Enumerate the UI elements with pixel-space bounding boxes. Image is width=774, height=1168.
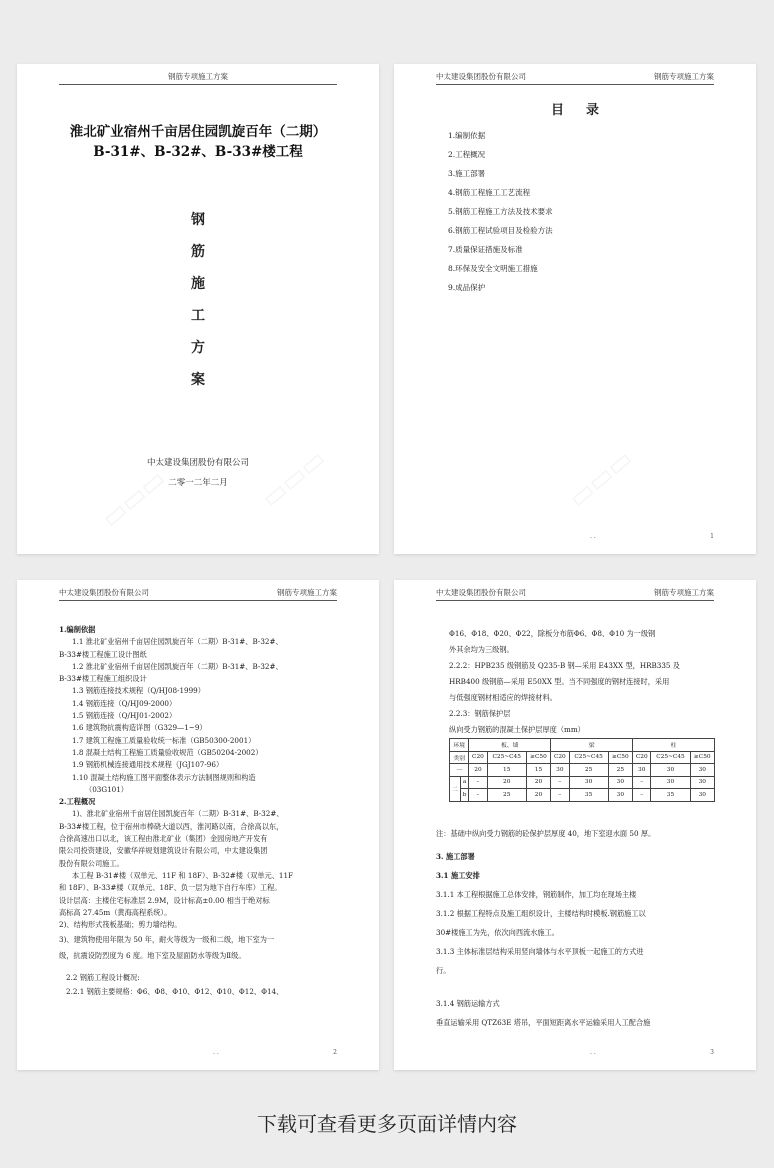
table-cell: – (469, 789, 487, 802)
text-line: B-33#楼工程施工设计图纸 (59, 649, 147, 659)
text-line: 和 18F）、B-33#楼（双单元、18F、负一层为地下自行车库）工程。 (59, 883, 282, 893)
header-company: 中太建设集团股份有限公司 (436, 588, 526, 597)
page-header (59, 584, 337, 601)
document-page-toc (394, 64, 756, 554)
table-cell: ≥C50 (526, 751, 550, 764)
cover-date: 二零一二年二月 (168, 478, 228, 488)
table-cell: 20 (526, 776, 550, 789)
subsection-heading: 3.1.4 钢筋运输方式 (436, 999, 500, 1008)
table-cell: 30 (651, 776, 690, 789)
table-cell: 35 (569, 789, 608, 802)
table-cell: – (551, 789, 569, 802)
table-row (450, 776, 715, 789)
body-text (59, 624, 337, 999)
text-line: 2.2.2：HPB235 级钢筋及 Q235-B 钢—采用 E43XX 型，HRB335 及 (449, 661, 680, 670)
table-row (450, 789, 715, 802)
table-cell: C25~C45 (569, 751, 608, 764)
toc-item: 6.钢筋工程试验项目及检验方法 (448, 226, 553, 235)
page-header (59, 68, 337, 85)
section-heading: 1.编制依据 (59, 625, 96, 634)
text-line: 3.1.2 根据工程特点及施工组织设计，主楼结构时模板.钢筋施工以 (436, 909, 646, 918)
vertical-char: 案 (191, 372, 205, 388)
text-line: 1.6 建筑物抗震构造详图（G329—1~9） (72, 723, 207, 733)
table-cell: 30 (608, 776, 632, 789)
table-cell: – (551, 776, 569, 789)
section-heading: 2.工程概况 (59, 797, 96, 807)
text-line: 1.3 钢筋连接技术规程（Q/HJ08-1999） (72, 686, 205, 696)
toc-item: 3.施工部署 (448, 169, 486, 178)
page-number: 3 (710, 1049, 714, 1056)
toc-title: 目录 (550, 103, 621, 118)
document-page-body-1 (17, 580, 379, 1070)
table-cell: 30 (690, 764, 714, 777)
table-cell: 柱 (633, 739, 715, 752)
toc-item: 7.质量保证措施及标准 (448, 245, 523, 254)
header-title: 钢筋专项施工方案 (277, 588, 337, 597)
table-cell: 20 (487, 776, 526, 789)
table-cell: – (633, 776, 651, 789)
table-cell: 30 (651, 764, 690, 777)
header-company: 中太建设集团股份有限公司 (436, 72, 526, 81)
text-line: 30#楼施工为先，依次向西流水施工。 (436, 928, 559, 937)
text-line: 股份有限公司施工。 (59, 858, 124, 868)
cover-company: 中太建设集团股份有限公司 (146, 458, 249, 468)
text-line: 级，抗震设防烈度为 6 度。地下室及屋面防水等级为Ⅱ级。 (59, 950, 246, 960)
table-row (450, 751, 715, 764)
document-page-cover (17, 64, 379, 554)
text-line: 1.1 淮北矿业宿州千亩居住园凯旋百年（二期）B-31#、B-32#、 (72, 637, 283, 647)
table-cell: – (469, 776, 487, 789)
table-cell: 梁 (551, 739, 633, 752)
table-cell: 30 (690, 776, 714, 789)
section-heading: 3. 施工部署 (436, 852, 475, 861)
text-line: B-33#楼工程施工组织设计 (59, 674, 147, 684)
page-header (436, 584, 714, 601)
text-line: 高标高 27.45m（黄海高程系统）。 (59, 907, 172, 917)
table-cell: C20 (551, 751, 569, 764)
header-title: 钢筋专项施工方案 (168, 72, 228, 81)
text-line: 本工程 B-31#楼（双单元、11F 和 18F）、B-32#楼（双单元、11F (72, 870, 294, 880)
text-line: 2.2.3：钢筋保护层 (449, 709, 511, 718)
text-line: 1.7 建筑工程施工质量验收统一标准（GB50300-2001） (72, 735, 256, 745)
text-line: 合徐高速出口以北，该工程由淮北矿业（集团）金园房地产开发有 (59, 834, 268, 844)
text-line: 1.5 钢筋连接（Q/HJ01-2002） (72, 711, 177, 721)
page-number: 1 (710, 533, 714, 540)
table-cell: 35 (651, 789, 690, 802)
cover-vertical-title (17, 204, 379, 396)
table-cell: 30 (551, 764, 569, 777)
text-line: Φ16、Φ18、Φ20、Φ22，除板分布筋Φ6、Φ8、Φ10 为一级钢 (449, 629, 656, 638)
toc-item: 2.工程概况 (448, 150, 486, 159)
table-cell: a (460, 776, 468, 789)
toc-item: 5.钢筋工程施工方法及技术要求 (448, 207, 553, 216)
table-row (450, 764, 715, 777)
table-cell: – (633, 789, 651, 802)
text-line: （03G101） (85, 784, 128, 794)
table-note: 注：基础中纵向受力钢筋的砼保护层厚度 40，地下室迎水面 50 厚。 (436, 829, 656, 838)
text-line: 垂直运输采用 QTZ63E 塔吊，平面短距离水平运输采用人工配合施 (436, 1018, 651, 1027)
text-line: 3.1.1 本工程根据施工总体安排，钢筋制作，加工均在现场主楼 (436, 890, 637, 899)
footer-dots: . . (213, 1049, 219, 1056)
text-line: 限公司投资建设，安徽华祥规划建筑设计有限公司，中太建设集团 (59, 846, 268, 856)
table-cell: 环境 (450, 739, 469, 752)
table-row (450, 739, 715, 752)
table-caption: 纵向受力钢筋的混凝土保护层厚度（mm） (449, 725, 585, 734)
table-cell: 25 (608, 764, 632, 777)
subsection-heading: 3.1 施工安排 (436, 871, 480, 880)
text-line: 行。 (436, 966, 451, 975)
table-cell: 25 (569, 764, 608, 777)
cover-title-line1: 淮北矿业宿州千亩居住园凯旋百年（二期） (69, 124, 327, 140)
vertical-char: 钢 (191, 212, 205, 228)
table-cell: 20 (526, 789, 550, 802)
table-cell: C20 (469, 751, 487, 764)
watermark-shape (563, 444, 639, 514)
table-cell: C25~C45 (651, 751, 690, 764)
text-line: HRB400 级钢筋—采用 E50XX 型。当不同强度的钢材连接时，采用 (449, 677, 670, 686)
watermark-shape (96, 464, 172, 534)
body-text-top (436, 626, 714, 738)
table-cell: ≥C50 (608, 751, 632, 764)
page-number: 2 (333, 1049, 337, 1056)
text-line: 与低强度钢材相适应的焊接材料。 (449, 693, 557, 702)
cover-title (17, 122, 379, 162)
text-line: 3)、建筑物使用年限为 50 年，耐火等级为一级和二级，地下室为一 (59, 935, 275, 945)
text-line: 1.4 钢筋连接（Q/HJ09-2000） (72, 698, 177, 708)
vertical-char: 施 (191, 276, 205, 292)
table-cell: 15 (526, 764, 550, 777)
toc-item: 4.钢筋工程施工工艺流程 (448, 188, 531, 197)
text-line: 设计层高：主楼住宅标准层 2.9M，设计标高±0.00 相当于绝对标 (59, 895, 270, 905)
vertical-char: 工 (191, 308, 205, 324)
header-company: 中太建设集团股份有限公司 (59, 588, 149, 597)
text-line: 1)、淮北矿业宿州千亩居住园凯旋百年（二期）B-31#、B-32#、 (72, 809, 284, 819)
table-cell: 30 (608, 789, 632, 802)
table-cell: 15 (487, 764, 526, 777)
text-line: 2.2.1 钢筋主要规格：Φ6、Φ8、Φ10、Φ12、Φ10、Φ12、Φ14、 (66, 987, 284, 997)
vertical-char: 方 (191, 340, 205, 356)
text-line: B-33#楼工程，位于宿州市棒硗大道以西，淮河路以南，合徐高以东， (59, 821, 284, 831)
table-cell: 二 (450, 776, 461, 801)
vertical-char: 筋 (191, 244, 205, 260)
table-cell: C25~C45 (487, 751, 526, 764)
text-line: 外其余均为三级钢。 (449, 645, 514, 654)
table-cell: 25 (487, 789, 526, 802)
toc-item: 9.成品保护 (448, 283, 486, 292)
table-cell: 30 (569, 776, 608, 789)
document-page-body-2 (394, 580, 756, 1070)
footer-dots: . . (590, 533, 596, 540)
text-line: 2)、结构形式筏板基础；剪力墙结构。 (59, 920, 182, 930)
table-cell: 20 (469, 764, 487, 777)
cover-title-line2: B-31#、B-32#、B-33#楼工程 (93, 144, 303, 160)
page-header (436, 68, 714, 85)
table-cell: 板、墙 (469, 739, 551, 752)
cover-thickness-table (449, 738, 715, 802)
header-title: 钢筋专项施工方案 (654, 588, 714, 597)
subsection-heading: 2.2 钢筋工程设计概况: (66, 973, 140, 983)
table-cell: 一 (450, 764, 469, 777)
header-title: 钢筋专项施工方案 (654, 72, 714, 81)
text-line: 1.10 混凝土结构施工图平面整体表示方法制图规则和构造 (72, 772, 256, 782)
text-line: 1.9 钢筋机械连接通用技术规程（JGJ107-96） (72, 760, 224, 770)
toc-item: 1.编制依据 (448, 131, 486, 140)
table-cell: 30 (690, 789, 714, 802)
text-line: 1.8 混凝土结构工程施工质量验收规范（GB50204-2002） (72, 747, 263, 757)
toc-list (448, 126, 553, 297)
toc-item: 8.环保及安全文明施工措施 (448, 264, 538, 273)
table-cell: 30 (633, 764, 651, 777)
table-cell: 类别 (450, 751, 469, 764)
text-line: 3.1.3 主体标准层结构采用竖向墙体与水平顶板一起施工的方式进 (436, 947, 644, 956)
body-text-bottom (436, 824, 714, 1032)
table-cell: ≥C50 (690, 751, 714, 764)
table-cell: C20 (633, 751, 651, 764)
text-line: 1.2 淮北矿业宿州千亩居住园凯旋百年（二期）B-31#、B-32#、 (72, 661, 283, 671)
footer-dots: . . (590, 1049, 596, 1056)
table-cell: b (460, 789, 468, 802)
download-caption: 下载可查看更多页面详情内容 (257, 1112, 517, 1136)
